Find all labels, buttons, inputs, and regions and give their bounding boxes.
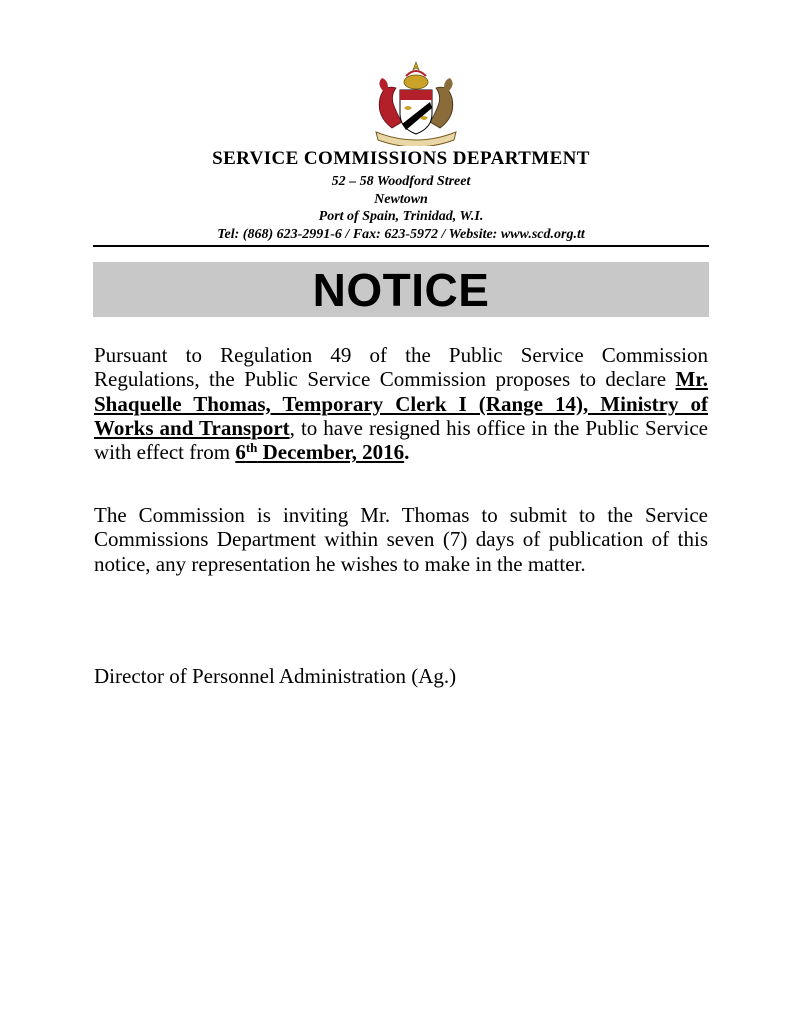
notice-title: NOTICE xyxy=(312,263,490,316)
signature-line: Director of Personnel Administration (Ag.) xyxy=(94,664,457,688)
paragraph-1-end: . xyxy=(404,440,410,465)
paragraph-1-text-b: , to have resigned his office in the Public Service with effect from xyxy=(94,415,709,465)
employee-name-title: Mr. Shaquelle Thomas, Temporary Clerk I (Range 14), Ministry of Works and Transport xyxy=(94,367,708,440)
effective-date-day: 6 xyxy=(235,440,246,465)
address-line-2: Newtown xyxy=(374,192,428,207)
effective-date-rest: December, 2016 xyxy=(257,440,405,465)
address-line-1: 52 – 58 Woodford Street xyxy=(331,174,471,189)
department-name: SERVICE COMMISSIONS DEPARTMENT xyxy=(212,148,590,169)
effective-date xyxy=(235,440,404,464)
notice-banner xyxy=(93,262,709,317)
body-paragraph-1 xyxy=(94,343,708,464)
contact-line: Tel: (868) 623-2991-6 / Fax: 623-5972 / Website: www.scd.org.tt xyxy=(217,227,585,242)
body-paragraph-2: The Commission is inviting Mr. Thomas to submit to the Service Commissions Department within seven (7) days of publication of this notice, any representation he wishes to make in the matter. xyxy=(94,503,708,576)
coat-of-arms-icon xyxy=(362,58,470,146)
address-line-3: Port of Spain, Trinidad, W.I. xyxy=(318,209,484,224)
header-divider xyxy=(93,245,709,247)
effective-date-suffix: th xyxy=(245,440,258,456)
paragraph-1-text-a: Pursuant to Regulation 49 of the Public Service Commission Regulations, the Public Service Commission proposes to declare xyxy=(94,343,708,392)
